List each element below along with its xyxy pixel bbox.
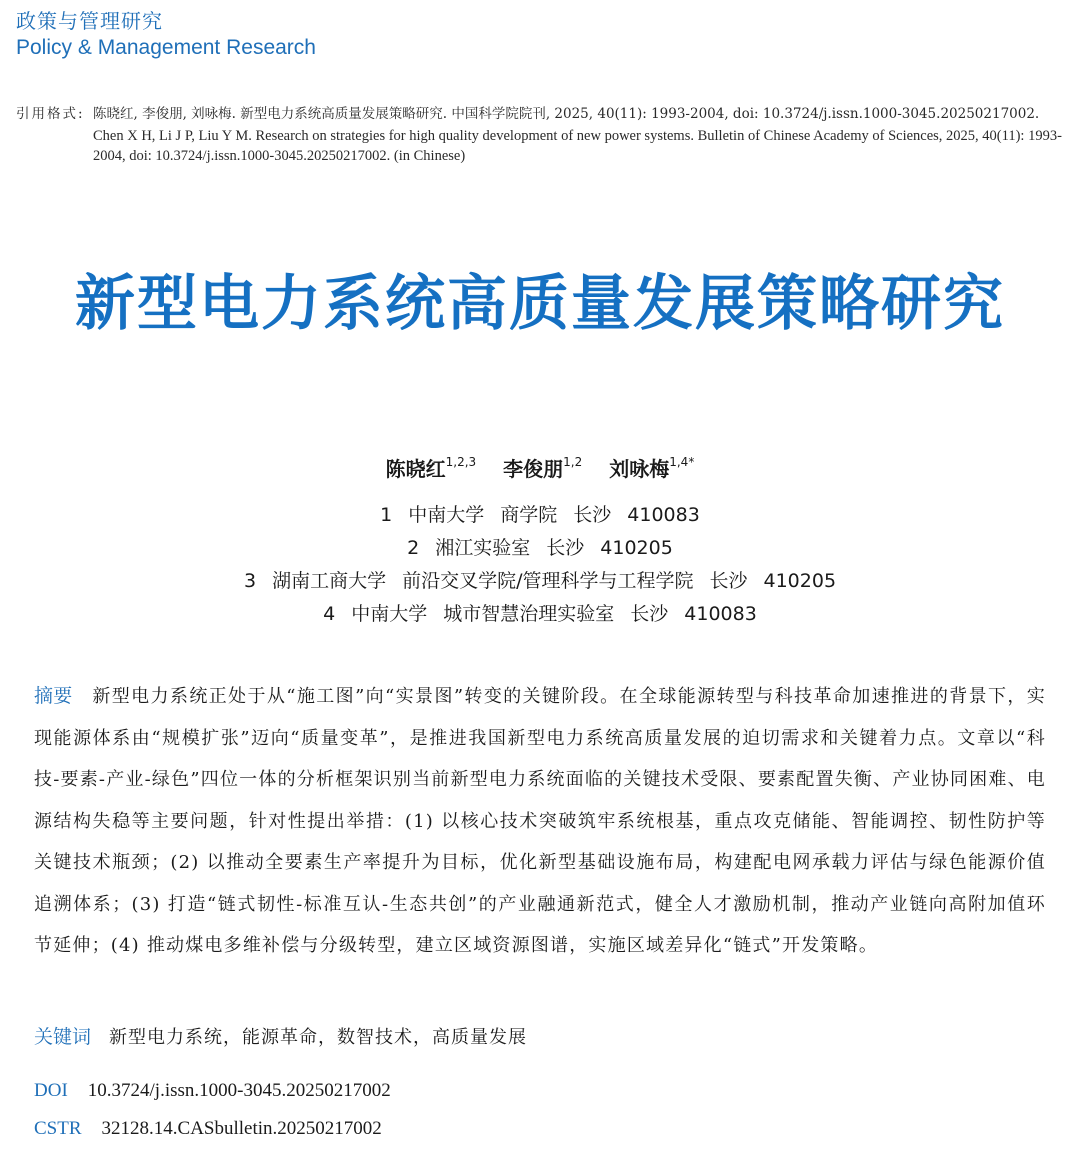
abstract	[34, 676, 1046, 967]
doi-label: DOI	[34, 1080, 68, 1101]
author-list	[0, 453, 1080, 482]
affiliation-2: 2 湘江实验室 长沙 410205	[407, 537, 673, 559]
citation-block	[16, 104, 1066, 166]
author-3: 刘咏梅$^{1,4*}$	[609, 455, 695, 481]
author-1: 陈晓红$^{1,2,3}$	[385, 455, 477, 481]
abstract-label: 摘要	[34, 685, 73, 707]
affiliation-1: 1 中南大学 商学院 长沙 410083	[380, 504, 700, 526]
citation-zh: 陈晓红, 李俊朋, 刘咏梅. 新型电力系统高质量发展策略研究. 中国科学院院刊, 2025, 40(11): 1993-2004, doi: 10.3724/j.issn.1000-3045.20250217002.	[93, 106, 1040, 122]
citation-label: 引用格式:	[16, 106, 85, 122]
affiliation-3: 3 湖南工商大学 前沿交叉学院/管理科学与工程学院 长沙 410205	[243, 570, 837, 592]
paper-title: 新型电力系统高质量发展策略研究	[75, 269, 1005, 339]
cstr-value: 32128.14.CASbulletin.20250217002	[101, 1118, 382, 1139]
doi	[34, 1080, 391, 1102]
citation-en: Chen X H, Li J P, Liu Y M. Research on strategies for high quality development of new power systems. Bulletin of Chinese Academy of Sciences, 2025, 40(11): 1993-2004, doi: 10.3724/j.issn.1000-3045.20250217002. (in Chinese)	[93, 128, 1062, 164]
section-title-en: Policy & Management Research	[16, 36, 316, 59]
cstr-label: CSTR	[34, 1118, 82, 1139]
affiliation-4: 4 中南大学 城市智慧治理实验室 长沙 410083	[323, 603, 757, 625]
keywords-label: 关键词	[34, 1026, 92, 1048]
doi-value[interactable]: 10.3724/j.issn.1000-3045.20250217002	[87, 1080, 391, 1101]
section-title-zh: 政策与管理研究	[16, 9, 163, 33]
keywords-text: 新型电力系统，能源革命，数智技术，高质量发展	[109, 1027, 528, 1048]
abstract-text: 新型电力系统正处于从“施工图”向“实景图”转变的关键阶段。在全球能源转型与科技革命加速推进的背景下，实现能源体系由“规模扩张”迈向“质量变革”，是推进我国新型电力系统高质量发展的迫切需求和关键着力点。文章以“科技-要素-产业-绿色”四位一体的分析框架识别当前新型电力系统面临的关键技术受限、要素配置失衡、产业协同困难、电源结构失稳等主要问题，针对性提出举措：(1) 以核心技术突破筑牢系统根基，重点攻克储能、智能调控、韧性防护等关键技术瓶颈；(2) 以推动全要素生产率提升为目标，优化新型基础设施布局，构建配电网承载力评估与绿色能源价值追溯体系；(3) 打造“链式韧性-标准互认-生态共创”的产业融通新范式，健全人才激励机制，推动产业链向高附加值环节延伸；(4) 推动煤电多维补偿与分级转型，建立区域资源图谱，实施区域差异化“链式”开发策略。	[34, 686, 1046, 956]
cstr	[34, 1118, 382, 1140]
author-2: 李俊朋$^{1,2}$	[503, 455, 583, 481]
keywords	[34, 1022, 527, 1049]
